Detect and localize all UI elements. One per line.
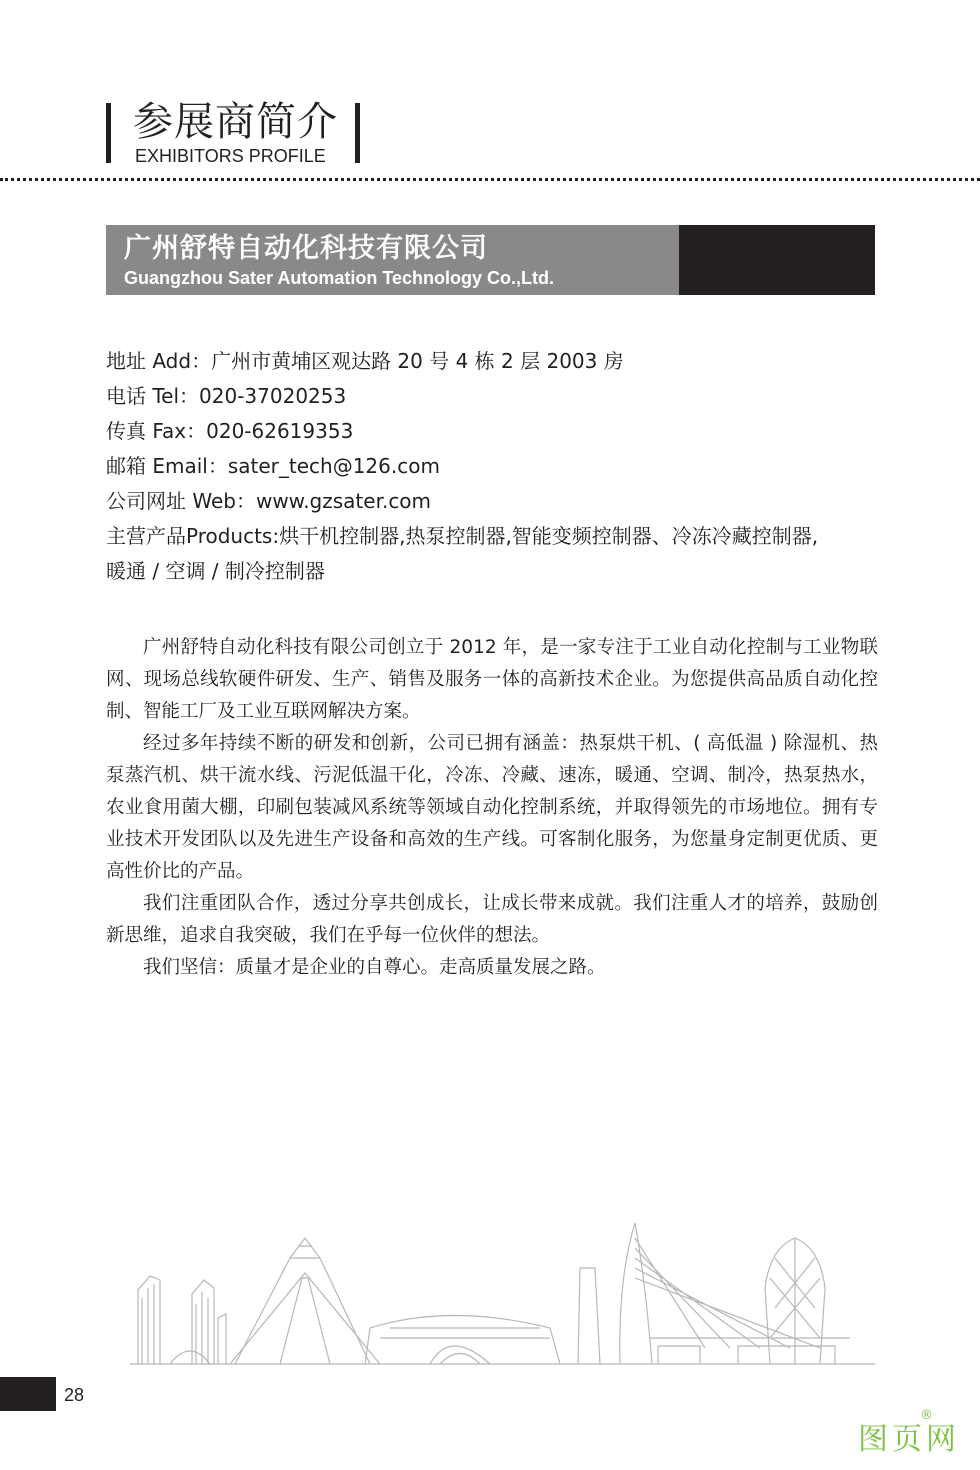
header-left-bar xyxy=(106,103,111,163)
company-name-en: Guangzhou Sater Automation Technology Co.,Ltd. xyxy=(124,268,554,288)
contact-address: 地址 Add：广州市黄埔区观达路 20 号 4 栋 2 层 2003 房 xyxy=(106,349,624,373)
banner-black-block xyxy=(679,225,875,295)
company-name-cn: 广州舒特自动化科技有限公司 xyxy=(124,233,488,264)
page-number: 28 xyxy=(64,1385,85,1405)
contact-web: 公司网址 Web：www.gzsater.com xyxy=(106,489,432,513)
company-banner xyxy=(106,225,875,295)
dotted-divider xyxy=(0,178,980,181)
contact-info xyxy=(106,344,896,589)
intro-paragraph: 我们注重团队合作，透过分享共创成长，让成长带来成就。我们注重人才的培养，鼓励创新思维，追求自我突破，我们在乎每一位伙伴的想法。 xyxy=(106,893,878,946)
watermark-logo: 图页网 xyxy=(858,1422,960,1457)
contact-email: 邮箱 Email：sater_tech@126.com xyxy=(106,454,440,478)
intro-paragraph: 广州舒特自动化科技有限公司创立于 2012 年，是一家专注于工业自动化控制与工业物联网、现场总线软硬件研发、生产、销售及服务一体的高新技术企业。为您提供高品质自动化控制、智能工厂及工业互联网解决方案。 xyxy=(106,637,878,722)
contact-products: 主营产品Products:烘干机控制器,热泵控制器,智能变频控制器、冷冻冷藏控制器, xyxy=(106,524,819,548)
header-right-bar xyxy=(355,103,360,163)
page-subtitle: EXHIBITORS PROFILE xyxy=(135,146,326,166)
intro-paragraph: 经过多年持续不断的研发和创新，公司已拥有涵盖：热泵烘干机、( 高低温 ) 除湿机、热泵蒸汽机、烘干流水线、污泥低温干化，冷冻、冷藏、速冻，暖通、空调、制冷，热泵热水，农业食用菌大棚，印刷包装减风系统等领域自动化控制系统，并取得领先的市场地位。拥有专业技术开发团队以及先进生产设备和高效的生产线。可客制化服务，为您量身定制更优质、更高性价比的产品。 xyxy=(106,733,878,882)
company-intro xyxy=(106,632,878,984)
intro-paragraph: 我们坚信：质量才是企业的自尊心。走高质量发展之路。 xyxy=(143,957,606,978)
page-number-tab xyxy=(0,1377,56,1411)
registered-mark: ® xyxy=(920,1408,933,1423)
contact-products-cont: 暖通 / 空调 / 制冷控制器 xyxy=(106,559,325,583)
page-title: 参展商简介 xyxy=(133,99,338,145)
contact-tel: 电话 Tel：020-37020253 xyxy=(106,384,347,408)
city-skyline-illustration xyxy=(130,1218,875,1368)
contact-fax: 传真 Fax：020-62619353 xyxy=(106,419,354,443)
